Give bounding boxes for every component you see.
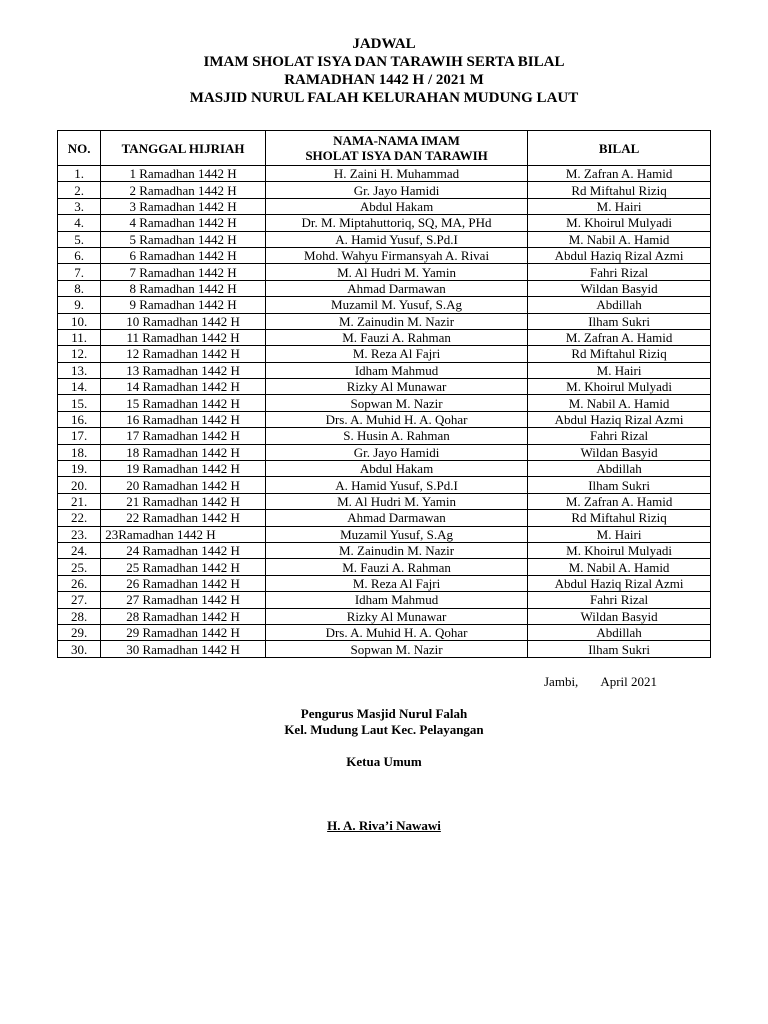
cell-no: 9. [58,297,101,313]
cell-no: 26. [58,575,101,591]
cell-no: 16. [58,411,101,427]
cell-date: 14 Ramadhan 1442 H [101,379,266,395]
cell-date: 22 Ramadhan 1442 H [101,510,266,526]
table-row [58,395,711,411]
cell-date: 4 Ramadhan 1442 H [101,215,266,231]
cell-no: 13. [58,362,101,378]
cell-bilal: Abdul Haziq Rizal Azmi [528,575,711,591]
cell-bilal: Ilham Sukri [528,313,711,329]
cell-bilal: M. Nabil A. Hamid [528,559,711,575]
cell-no: 28. [58,608,101,624]
cell-bilal: Fahri Rizal [528,264,711,280]
cell-bilal: Abdul Haziq Rizal Azmi [528,247,711,263]
cell-date: 27 Ramadhan 1442 H [101,592,266,608]
column-header-imam [265,131,527,166]
cell-imam: M. Al Hudri M. Yamin [265,264,527,280]
cell-imam: Dr. M. Miptahuttoriq, SQ, MA, PHd [265,215,527,231]
cell-imam: Drs. A. Muhid H. A. Qohar [265,411,527,427]
cell-no: 1. [58,166,101,182]
cell-bilal: Ilham Sukri [528,641,711,657]
cell-no: 8. [58,280,101,296]
table-row [58,428,711,444]
cell-no: 2. [58,182,101,198]
cell-bilal: Rd Miftahul Riziq [528,182,711,198]
signatory-position: Ketua Umum [346,754,422,769]
cell-imam: M. Zainudin M. Nazir [265,313,527,329]
cell-date: 23Ramadhan 1442 H [101,526,266,542]
cell-bilal: Fahri Rizal [528,428,711,444]
cell-imam: Rizky Al Munawar [265,608,527,624]
column-header-imam-line1: NAMA-NAMA IMAM [333,133,460,148]
cell-date: 25 Ramadhan 1442 H [101,559,266,575]
table-row [58,313,711,329]
cell-imam: M. Al Hudri M. Yamin [265,493,527,509]
column-header-no: NO. [58,131,101,166]
schedule-table [57,130,711,658]
column-header-imam-line2: SHOLAT ISYA DAN TARAWIH [305,148,488,163]
cell-date: 28 Ramadhan 1442 H [101,608,266,624]
cell-no: 23. [58,526,101,542]
table-header-row [58,131,711,166]
place-date: Jambi, April 2021 [544,674,658,689]
cell-no: 27. [58,592,101,608]
cell-bilal: M. Nabil A. Hamid [528,231,711,247]
cell-no: 20. [58,477,101,493]
column-header-bilal: BILAL [528,131,711,166]
cell-bilal: Wildan Basyid [528,280,711,296]
column-header-date: TANGGAL HIJRIAH [101,131,266,166]
table-row [58,493,711,509]
cell-date: 20 Ramadhan 1442 H [101,477,266,493]
cell-imam: Gr. Jayo Hamidi [265,182,527,198]
cell-bilal: Wildan Basyid [528,608,711,624]
cell-date: 9 Ramadhan 1442 H [101,297,266,313]
cell-bilal: M. Zafran A. Hamid [528,329,711,345]
cell-bilal: M. Khoirul Mulyadi [528,379,711,395]
document-header [0,35,768,107]
table-row [58,231,711,247]
table-body [58,166,711,658]
table-row [58,444,711,460]
cell-no: 7. [58,264,101,280]
table-row [58,280,711,296]
cell-bilal: Abdillah [528,461,711,477]
cell-no: 17. [58,428,101,444]
table-row [58,379,711,395]
cell-imam: Idham Mahmud [265,592,527,608]
title-line-1: JADWAL [352,36,416,52]
cell-no: 21. [58,493,101,509]
cell-imam: M. Fauzi A. Rahman [265,329,527,345]
cell-date: 2 Ramadhan 1442 H [101,182,266,198]
cell-date: 16 Ramadhan 1442 H [101,411,266,427]
cell-imam: Mohd. Wahyu Firmansyah A. Rivai [265,247,527,263]
cell-date: 3 Ramadhan 1442 H [101,198,266,214]
cell-no: 25. [58,559,101,575]
table-row [58,542,711,558]
cell-no: 22. [58,510,101,526]
cell-bilal: Abdillah [528,297,711,313]
cell-date: 6 Ramadhan 1442 H [101,247,266,263]
cell-date: 13 Ramadhan 1442 H [101,362,266,378]
title-line-3: RAMADHAN 1442 H / 2021 M [284,72,484,88]
cell-date: 8 Ramadhan 1442 H [101,280,266,296]
cell-imam: Abdul Hakam [265,461,527,477]
title-line-4: MASJID NURUL FALAH KELURAHAN MUDUNG LAUT [189,90,579,106]
cell-bilal: Wildan Basyid [528,444,711,460]
cell-imam: S. Husin A. Rahman [265,428,527,444]
cell-imam: Ahmad Darmawan [265,510,527,526]
cell-no: 18. [58,444,101,460]
cell-date: 10 Ramadhan 1442 H [101,313,266,329]
table-row [58,346,711,362]
cell-imam: A. Hamid Yusuf, S.Pd.I [265,231,527,247]
table-row [58,247,711,263]
cell-imam: Rizky Al Munawar [265,379,527,395]
signatory-name: H. A. Riva’i Nawawi [327,818,441,833]
cell-imam: M. Reza Al Fajri [265,346,527,362]
table-row [58,510,711,526]
cell-date: 17 Ramadhan 1442 H [101,428,266,444]
cell-date: 5 Ramadhan 1442 H [101,231,266,247]
table-row [58,215,711,231]
cell-no: 10. [58,313,101,329]
cell-imam: M. Fauzi A. Rahman [265,559,527,575]
cell-no: 19. [58,461,101,477]
table-row [58,526,711,542]
cell-date: 29 Ramadhan 1442 H [101,624,266,640]
table-row [58,166,711,182]
table-row [58,641,711,657]
cell-imam: Gr. Jayo Hamidi [265,444,527,460]
cell-date: 21 Ramadhan 1442 H [101,493,266,509]
table-row [58,264,711,280]
org-line-2: Kel. Mudung Laut Kec. Pelayangan [284,722,484,737]
cell-no: 24. [58,542,101,558]
cell-imam: Sopwan M. Nazir [265,641,527,657]
cell-imam: Ahmad Darmawan [265,280,527,296]
cell-imam: Abdul Hakam [265,198,527,214]
cell-bilal: M. Khoirul Mulyadi [528,542,711,558]
cell-no: 11. [58,329,101,345]
cell-date: 1 Ramadhan 1442 H [101,166,266,182]
cell-no: 30. [58,641,101,657]
table-row [58,559,711,575]
cell-no: 5. [58,231,101,247]
cell-bilal: M. Hairi [528,362,711,378]
cell-no: 15. [58,395,101,411]
table-row [58,575,711,591]
cell-bilal: M. Hairi [528,198,711,214]
cell-date: 12 Ramadhan 1442 H [101,346,266,362]
cell-imam: Sopwan M. Nazir [265,395,527,411]
table-row [58,362,711,378]
cell-bilal: M. Hairi [528,526,711,542]
cell-no: 14. [58,379,101,395]
cell-bilal: M. Nabil A. Hamid [528,395,711,411]
cell-imam: Muzamil M. Yusuf, S.Ag [265,297,527,313]
cell-date: 7 Ramadhan 1442 H [101,264,266,280]
cell-no: 29. [58,624,101,640]
table-row [58,198,711,214]
cell-bilal: Rd Miftahul Riziq [528,346,711,362]
cell-date: 11 Ramadhan 1442 H [101,329,266,345]
cell-no: 6. [58,247,101,263]
cell-imam: A. Hamid Yusuf, S.Pd.I [265,477,527,493]
cell-bilal: Rd Miftahul Riziq [528,510,711,526]
cell-imam: H. Zaini H. Muhammad [265,166,527,182]
cell-no: 3. [58,198,101,214]
table-row [58,608,711,624]
cell-bilal: M. Zafran A. Hamid [528,166,711,182]
table-row [58,461,711,477]
cell-imam: Muzamil Yusuf, S.Ag [265,526,527,542]
org-line-1: Pengurus Masjid Nurul Falah [300,706,468,721]
cell-date: 30 Ramadhan 1442 H [101,641,266,657]
cell-date: 15 Ramadhan 1442 H [101,395,266,411]
cell-bilal: Abdul Haziq Rizal Azmi [528,411,711,427]
cell-bilal: M. Zafran A. Hamid [528,493,711,509]
cell-date: 26 Ramadhan 1442 H [101,575,266,591]
table-row [58,624,711,640]
cell-date: 24 Ramadhan 1442 H [101,542,266,558]
table-row [58,329,711,345]
table-row [58,411,711,427]
cell-bilal: Ilham Sukri [528,477,711,493]
cell-date: 19 Ramadhan 1442 H [101,461,266,477]
title-line-2: IMAM SHOLAT ISYA DAN TARAWIH SERTA BILAL [203,54,565,70]
cell-no: 12. [58,346,101,362]
cell-imam: Idham Mahmud [265,362,527,378]
cell-bilal: Abdillah [528,624,711,640]
cell-imam: M. Reza Al Fajri [265,575,527,591]
cell-date: 18 Ramadhan 1442 H [101,444,266,460]
table-row [58,182,711,198]
cell-no: 4. [58,215,101,231]
table-row [58,297,711,313]
table-row [58,477,711,493]
cell-imam: Drs. A. Muhid H. A. Qohar [265,624,527,640]
table-header [58,131,711,166]
cell-bilal: M. Khoirul Mulyadi [528,215,711,231]
cell-imam: M. Zainudin M. Nazir [265,542,527,558]
table-row [58,592,711,608]
cell-bilal: Fahri Rizal [528,592,711,608]
